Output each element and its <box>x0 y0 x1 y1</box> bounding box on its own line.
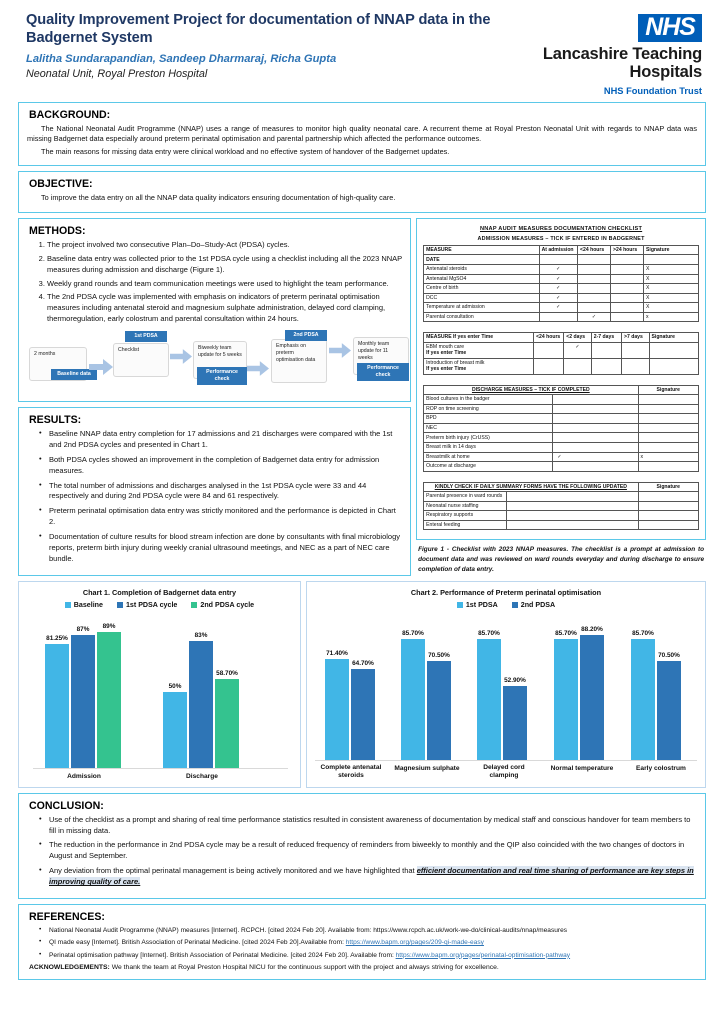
spacer <box>423 325 699 332</box>
chart-2-xtick-0: Complete antenatal steroids <box>320 764 382 780</box>
bar-value-label: 83% <box>194 631 208 639</box>
cell-tick <box>553 404 638 414</box>
cell-measure: Temperature at admission <box>424 303 539 313</box>
chart-2-xtick-4: Early colostrum <box>636 765 686 773</box>
legend-label: 2nd PDSA cycle <box>200 600 255 609</box>
cell-measure: Preterm birth injury (CrUSS) <box>424 433 553 443</box>
checklist-title: NNAP AUDIT MEASURES DOCUMENTATION CHECKLIST <box>479 225 643 232</box>
bar-value-label: 52.90% <box>504 676 526 684</box>
cell-sig <box>638 433 698 443</box>
cell-tick <box>611 303 644 313</box>
bar <box>657 651 681 761</box>
bar-value-label: 89% <box>102 622 116 630</box>
flow-box-3: Biweekly team update for 5 weeks <box>193 341 247 379</box>
chart-2-title: Chart 2. Performance of Preterm perinatal optimisation <box>410 587 602 597</box>
poster-header <box>18 0 706 102</box>
cell-measure <box>424 342 534 358</box>
reference-text: National Neonatal Audit Programme (NNAP) measures [Internet]. RCPCH. [cited 2024 Feb 20]. Available from: <box>49 926 374 934</box>
affiliation: Neonatal Unit, Royal Preston Hospital <box>26 67 208 80</box>
reference-text: QI made easy [Internet]. British Association of Perinatal Medicine. [cited 2024 Feb 20].Available from: <box>49 939 346 947</box>
col-at-admission: At admission <box>539 245 577 255</box>
flow-arrow-3-icon <box>247 361 269 376</box>
chart-1-title: Chart 1. Completion of Badgernet data entry <box>82 587 237 597</box>
checklist-panel <box>416 218 706 540</box>
legend-label: 1st PDSA cycle <box>125 600 178 609</box>
legend-label: 2nd PDSA <box>520 600 556 609</box>
table-row <box>424 342 699 358</box>
flow-arrow-2-icon <box>170 349 192 364</box>
col-signature: Signature <box>638 385 698 395</box>
bar-value-label: 85.70% <box>402 629 424 637</box>
cell-sig <box>649 358 699 374</box>
cell-measure: Breastmilk at home <box>424 452 553 462</box>
cell-sig <box>638 501 698 511</box>
discharge-measures-table <box>423 385 699 472</box>
col-gt7d: >7 days <box>622 333 649 343</box>
cell-tick: ✓ <box>539 293 577 303</box>
cell-measure: Centre of birth <box>424 284 539 294</box>
table-header-row <box>424 482 699 492</box>
daily-title: KINDLY CHECK IF DAILY SUMMARY FORMS HAVE THE FOLLOWING UPDATED <box>424 482 638 492</box>
trust-subtitle: NHS Foundation Trust <box>603 85 702 96</box>
col-gt24: >24 hours <box>611 245 644 255</box>
table-header-row <box>424 245 699 255</box>
cell-sig: x <box>644 312 699 322</box>
cell-sig: X <box>644 284 699 294</box>
chart-1-plot <box>23 613 296 785</box>
cell-blank <box>506 511 638 521</box>
chart-2 <box>306 581 706 788</box>
results-heading: RESULTS: <box>29 414 82 427</box>
table-row <box>424 255 699 265</box>
table-row <box>424 520 699 530</box>
bar <box>97 622 121 769</box>
cell-measure: Antenatal steroids <box>424 265 539 275</box>
spacer <box>423 475 699 482</box>
mid-section <box>18 218 706 581</box>
legend-swatch-icon <box>117 602 123 608</box>
cell-measure: BPD <box>424 414 553 424</box>
bar <box>325 649 349 761</box>
conclusion-heading: CONCLUSION: <box>29 799 104 812</box>
mid-left-column <box>18 218 411 581</box>
cell-blank <box>506 501 638 511</box>
objective-panel <box>18 171 706 213</box>
daily-summary-table <box>423 482 699 531</box>
cell-sig <box>638 404 698 414</box>
cell-tick <box>553 433 638 443</box>
col-2to7d: 2-7 days <box>591 333 621 343</box>
bar-value-label: 70.50% <box>428 651 450 659</box>
figure-caption: Figure 1 - Checklist with 2023 NNAP measures. The checklist is a prompt at admission to document data and was reviewed on ward rounds everyday and during discharge to ensure completion of data entry. <box>418 546 704 573</box>
bar <box>401 629 425 761</box>
col-lt24h: <24 hours <box>534 333 564 343</box>
conclusion-list <box>27 815 697 888</box>
results-item: • Both PDSA cycles showed an improvement in the completion of Badgernet data entry for admission measures. <box>41 455 402 477</box>
acknowledgements-label: ACKNOWLEDGEMENTS: <box>29 964 110 972</box>
author-list: Lalitha Sundarapandian, Sandeep Dharmaraj, Richa Gupta <box>26 52 337 65</box>
bar-value-label: 64.70% <box>352 659 374 667</box>
cell-tick <box>611 255 644 265</box>
cell-sig <box>638 395 698 405</box>
charts-section <box>18 581 706 788</box>
conclusion-item: • Use of the checklist as a prompt and sharing of real time performance statistics resulted in consistent awareness of documentation by medical staff and conscious handover for team members to fill in missing data. <box>41 815 697 837</box>
chart-2-group-0 <box>325 649 375 761</box>
cell-tick <box>622 358 649 374</box>
flow-tag-baseline-data: Baseline data <box>51 369 97 380</box>
chart-2-xtick-2: Delayed cord clamping <box>483 764 525 780</box>
table-header-row <box>424 333 699 343</box>
table-row <box>424 501 699 511</box>
cell-sig <box>638 423 698 433</box>
cell-tick <box>534 358 564 374</box>
flow-tag-performance-check-1: Performance check <box>197 367 247 385</box>
methods-item: 1. The project involved two consecutive Plan–Do–Study-Act (PDSA) cycles. <box>47 240 402 251</box>
table-row <box>424 404 699 414</box>
cell-tick <box>553 423 638 433</box>
trust-name-line1: Lancashire Teaching <box>542 45 702 63</box>
cell-tick: ✓ <box>539 284 577 294</box>
flow-box-2: Checklist <box>113 343 169 377</box>
cell-sig <box>638 462 698 472</box>
flow-box-4: Emphasis on preterm optimisation data <box>271 339 327 383</box>
legend-item <box>512 601 555 609</box>
cell-measure: Antenatal MgSO4 <box>424 274 539 284</box>
results-panel <box>18 407 411 576</box>
methods-item: 2. Baseline data entry was collected prior to the 1st PDSA cycle using a checklist including all the 2023 NNAP measures during admission and discharge (Figure 1). <box>47 254 402 276</box>
cell-sig <box>638 492 698 502</box>
admission-measures-table <box>423 245 699 322</box>
references-panel <box>18 904 706 980</box>
cell-tick <box>591 358 621 374</box>
chart-2-axis <box>315 760 697 761</box>
flow-tag-performance-check-2: Performance check <box>357 363 409 381</box>
acknowledgements-text: We thank the team at Royal Preston Hospital NICU for the continuous support with the project and always striving for excellence. <box>109 964 499 972</box>
reference-link[interactable]: https://www.bapm.org/pages/perinatal-optimisation-pathway <box>395 951 571 959</box>
table-row <box>424 358 699 374</box>
pdsa-flow-diagram <box>29 329 402 393</box>
table-row <box>424 423 699 433</box>
bar-value-label: 50% <box>168 682 182 690</box>
bar-value-label: 87% <box>76 625 90 633</box>
bar <box>554 629 578 761</box>
cell-sig: X <box>644 265 699 275</box>
bar <box>351 659 375 761</box>
objective-heading: OBJECTIVE: <box>29 178 93 191</box>
reference-text: Perinatal optimisation pathway [Internet]. British Association of Perinatal Medicine. [cited 2024 Feb 20]. Available from: <box>49 951 396 959</box>
cell-blank <box>506 492 638 502</box>
flow-arrow-4-icon <box>329 343 351 358</box>
cell-measure <box>424 358 534 374</box>
methods-list <box>27 240 402 325</box>
cell-tick <box>553 414 638 424</box>
cell-sig <box>644 255 699 265</box>
cell-tick <box>578 274 611 284</box>
cell-tick: ✓ <box>539 303 577 313</box>
cell-sig: x <box>638 452 698 462</box>
methods-item: 3. Weekly grand rounds and team communication meetings were used to highlight the team performance. <box>47 279 402 290</box>
cell-tick <box>578 265 611 275</box>
bar-value-label: 85.70% <box>478 629 500 637</box>
background-panel <box>18 102 706 167</box>
table-row <box>424 265 699 275</box>
cell-tick <box>553 442 638 452</box>
bar-value-label: 81.25% <box>46 634 68 642</box>
table-row <box>424 303 699 313</box>
bar <box>215 669 239 769</box>
chart-2-xtick-1: Magnesium sulphate <box>394 765 460 773</box>
references-heading: REFERENCES: <box>29 910 105 923</box>
cell-sig <box>638 511 698 521</box>
cell-tick: ✓ <box>553 452 638 462</box>
background-paragraph-1: The National Neonatal Audit Programme (NNAP) uses a range of measures to monitor high quality neonatal care. A recurrent theme at Royal Preston Neonatal Unit with regards to NNAP data was missing Badgernet data especially around preterm perinatal optimisation and parental partnership which affected the performance outcomes. <box>27 123 697 144</box>
cell-sig <box>638 442 698 452</box>
time-measures-table <box>423 332 699 374</box>
results-item: • Baseline NNAP data entry completion for 17 admissions and 21 discharges were compared with the 1st and 2nd PDSA cycles and presented in Chart 1. <box>41 429 402 451</box>
cell-tick: ✓ <box>539 265 577 275</box>
chart-2-group-1 <box>401 629 451 761</box>
trust-name <box>543 46 702 82</box>
bar <box>580 625 604 761</box>
chart-1-legend <box>23 601 296 609</box>
flow-arrow-1-icon <box>89 359 113 375</box>
results-item: • Preterm perinatal optimisation data entry was strictly monitored and the performance is depicted in Chart 2. <box>41 506 402 528</box>
bar-value-label: 85.70% <box>555 629 577 637</box>
cell-tick <box>611 312 644 322</box>
legend-swatch-icon <box>512 602 518 608</box>
flow-tag-2nd-pdsa: 2nd PDSA <box>285 330 327 341</box>
cell-measure-label: EBM mouth care <box>426 343 465 350</box>
table-header-row <box>424 385 699 395</box>
cell-tick: ✓ <box>539 274 577 284</box>
chart-2-xtick-3: Normal temperature <box>550 765 614 773</box>
bar <box>477 629 501 761</box>
col-lt24: <24 hours <box>578 245 611 255</box>
col-measure-time: MEASURE If yes enter Time <box>424 333 534 343</box>
cell-tick <box>578 255 611 265</box>
cell-sig <box>638 520 698 530</box>
cell-measure: NEC <box>424 423 553 433</box>
conclusion-item3-prefix: Any deviation from the optimal perinatal management is being actively monitored and we have highlighted that <box>49 866 417 876</box>
bar-value-label: 85.70% <box>632 629 654 637</box>
results-item: • Documentation of culture results for blood stream infection are done by consultants with final microbiology reports, preterm birth injury during weekly cranial ultrasound meetings, and NEC as a part of NEC care bundle. <box>41 532 402 565</box>
bar <box>71 625 95 769</box>
legend-item <box>457 601 498 609</box>
cell-tick <box>553 395 638 405</box>
chart-1-group-admission <box>45 622 121 769</box>
table-row <box>424 433 699 443</box>
cell-tick <box>578 303 611 313</box>
cell-measure: Parental consultation <box>424 312 539 322</box>
chart-2-group-4 <box>631 629 681 761</box>
cell-tick <box>539 255 577 265</box>
chart-1-xtick-admission: Admission <box>67 773 101 781</box>
bar-value-label: 71.40% <box>326 649 348 657</box>
cell-measure-sub: If yes enter Time <box>426 366 467 373</box>
table-row <box>424 284 699 294</box>
conclusion-item <box>41 866 697 888</box>
chart-2-group-3 <box>554 625 604 761</box>
cell-tick: ✓ <box>578 312 611 322</box>
bar <box>45 634 69 769</box>
chart-2-plot <box>311 613 701 785</box>
cell-tick <box>611 265 644 275</box>
table-row <box>424 293 699 303</box>
cell-sig: X <box>644 303 699 313</box>
methods-item: 4. The 2nd PDSA cycle was implemented with emphasis on indicators of preterm perinatal optimisation measures including antenatal steroid and magnesium sulphate administration, delayed cord clamping, thermoregulation, early colostrum and parental consultation within 24 hours. <box>47 292 402 325</box>
col-signature: Signature <box>644 245 699 255</box>
bar-value-label: 58.70% <box>216 669 238 677</box>
references-list <box>27 926 697 960</box>
table-row <box>424 452 699 462</box>
table-row <box>424 442 699 452</box>
cell-tick <box>591 342 621 358</box>
spacer <box>423 378 699 385</box>
bar-value-label: 70.50% <box>658 651 680 659</box>
bar <box>503 676 527 761</box>
methods-heading: METHODS: <box>29 224 86 237</box>
page-title: Quality Improvement Project for documentation of NNAP data in the Badgernet System <box>26 12 491 46</box>
nhs-logo-block <box>543 12 706 96</box>
cell-measure: ROP on time screening <box>424 404 553 414</box>
cell-tick <box>534 342 564 358</box>
legend-swatch-icon <box>65 602 71 608</box>
chart-1-xtick-discharge: Discharge <box>186 773 218 781</box>
cell-tick <box>578 293 611 303</box>
bar <box>427 651 451 761</box>
bar-value-label: 88.20% <box>581 625 603 633</box>
objective-paragraph: To improve the data entry on all the NNAP data quality indicators ensuring documentation of high-quality care. <box>41 193 396 203</box>
conclusion-item: • The reduction in the performance in 2nd PDSA cycle may be a result of reduced frequency of reminders from biweekly to monthly and the QIP also coincided with the two changes of doctors in August and September. <box>41 840 697 862</box>
cell-measure: Outcome at discharge <box>424 462 553 472</box>
flow-box-1: 2 months <box>29 347 87 381</box>
cell-tick <box>553 462 638 472</box>
cell-tick: ✓ <box>564 342 591 358</box>
cell-sig <box>638 414 698 424</box>
legend-item <box>65 601 103 609</box>
conclusion-panel <box>18 793 706 899</box>
cell-tick <box>578 284 611 294</box>
chart-2-legend <box>311 601 701 609</box>
acknowledgements <box>29 963 697 973</box>
cell-tick <box>611 284 644 294</box>
cell-measure: DCC <box>424 293 539 303</box>
reference-item <box>41 938 697 947</box>
legend-label: Baseline <box>73 600 103 609</box>
table-row <box>424 511 699 521</box>
methods-panel <box>18 218 411 402</box>
legend-item <box>191 601 254 609</box>
col-measure: MEASURE <box>424 245 539 255</box>
col-signature: Signature <box>649 333 699 343</box>
cell-measure: Neonatal nurse staffing <box>424 501 506 511</box>
legend-label: 1st PDSA <box>465 600 498 609</box>
cell-sig <box>649 342 699 358</box>
cell-measure: Enteral feeding <box>424 520 506 530</box>
table-row <box>424 414 699 424</box>
cell-measure: DATE <box>424 255 539 265</box>
cell-tick <box>611 293 644 303</box>
col-lt2d: <2 days <box>564 333 591 343</box>
background-heading: BACKGROUND: <box>29 108 111 121</box>
discharge-title: DISCHARGE MEASURES – TICK IF COMPLETED <box>424 385 638 395</box>
table-row <box>424 274 699 284</box>
cell-tick <box>622 342 649 358</box>
cell-tick <box>539 312 577 322</box>
flow-tag-1st-pdsa: 1st PDSA <box>125 331 167 342</box>
cell-tick <box>611 274 644 284</box>
nhs-logo: NHS <box>638 14 702 42</box>
chart-2-group-2 <box>477 629 527 761</box>
checklist-figure-panel <box>416 218 706 574</box>
legend-swatch-icon <box>191 602 197 608</box>
reference-item <box>41 951 697 960</box>
conclusion-item3-highlight: efficient documentation and real time sharing of performance are key steps in improving quality of care. <box>49 866 694 887</box>
table-row <box>424 492 699 502</box>
bar <box>163 682 187 769</box>
legend-item <box>117 601 177 609</box>
col-signature: Signature <box>638 482 698 492</box>
reference-link[interactable]: https://www.bapm.org/pages/209-qi-made-easy <box>345 939 484 947</box>
reference-url: https://www.rcpch.ac.uk/work-we-do/clinical-audits/nnap/measures <box>373 926 568 934</box>
cell-measure: Blood cultures in the badger <box>424 395 553 405</box>
cell-measure: Breast milk in 14 days <box>424 442 553 452</box>
background-paragraph-2: The main reasons for missing data entry were clinical workload and no effective system of handover of the Badgernet updates. <box>41 146 450 156</box>
header-text-block <box>26 12 496 80</box>
chart-1-axis <box>33 768 288 769</box>
cell-sig: X <box>644 274 699 284</box>
results-list <box>27 429 402 565</box>
cell-tick <box>564 358 591 374</box>
table-row <box>424 312 699 322</box>
cell-measure: Respiratory supports <box>424 511 506 521</box>
table-row <box>424 395 699 405</box>
flow-box-5: Monthly team update for 11 weeks <box>353 337 409 375</box>
reference-item <box>41 926 697 935</box>
results-item: • The total number of admissions and discharges analysed in the 1st PDSA cycle were 33 and 44 respectively and during 2nd PDSA cycle were 84 and 61 respectively. <box>41 481 402 503</box>
cell-measure-label: Introduction of breast milk <box>426 359 485 366</box>
table-row <box>424 462 699 472</box>
trust-name-line2: Hospitals <box>629 62 702 81</box>
bar <box>631 629 655 761</box>
chart-1 <box>18 581 301 788</box>
bar <box>189 631 213 769</box>
cell-measure: Parental presence in ward rounds <box>424 492 506 502</box>
cell-blank <box>506 520 638 530</box>
chart-1-group-discharge <box>163 631 239 769</box>
cell-measure-sub: If yes enter Time <box>426 350 467 357</box>
checklist-admission-subtitle: ADMISSION MEASURES – TICK IF ENTERED IN BADGERNET <box>477 235 645 242</box>
cell-sig: X <box>644 293 699 303</box>
legend-swatch-icon <box>457 602 463 608</box>
